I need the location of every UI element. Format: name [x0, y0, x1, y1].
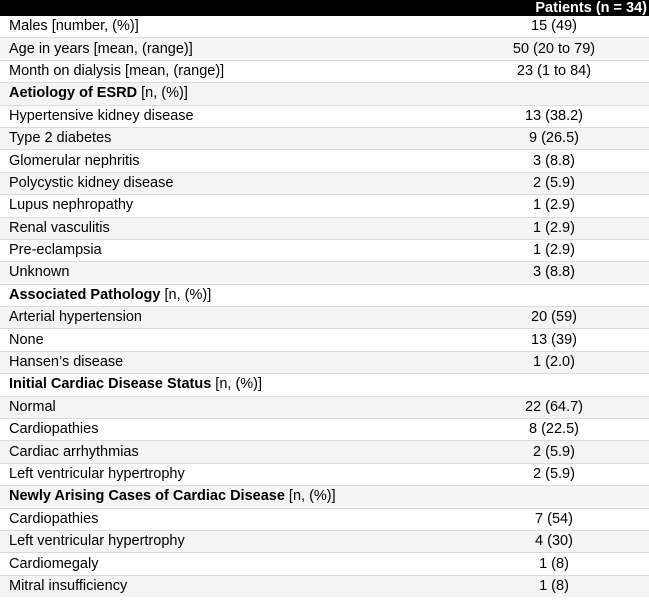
row-label: Renal vasculitis [9, 219, 110, 236]
section-unit-label: [n, (%)] [284, 488, 336, 505]
row-label-cell [0, 553, 459, 575]
row-label: Males [number, (%)] [9, 18, 139, 35]
table-row [0, 127, 649, 149]
section-heading: Aetiology of ESRD [9, 85, 138, 102]
row-label: Left ventricular hypertrophy [9, 466, 185, 482]
row-label: Mitral insufficiency [9, 577, 128, 594]
row-value-cell: 3 (8.8) [459, 262, 649, 284]
row-label-cell [0, 262, 459, 284]
row-label: Unknown [9, 264, 70, 281]
table-row [0, 530, 649, 552]
table-row [0, 463, 649, 485]
section-label-cell [0, 83, 459, 105]
table-section-header-row [0, 374, 649, 396]
row-label-cell [0, 60, 459, 82]
row-value-cell: 9 (26.5) [459, 127, 649, 149]
row-label-cell [0, 150, 459, 172]
table-row [0, 307, 649, 329]
table-row [0, 441, 649, 463]
row-value-cell: 1 (8) [459, 553, 649, 575]
row-label: Cardiopathies [9, 421, 99, 438]
row-label-cell [0, 419, 459, 441]
row-value-cell: 2 (5.9) [459, 172, 649, 194]
row-label-cell [0, 329, 459, 351]
section-label-cell [0, 486, 459, 508]
table-row [0, 508, 649, 530]
row-label: Glomerular nephritis [9, 152, 140, 169]
row-value-cell: 20 (59) [459, 307, 649, 329]
row-value-cell: 15 (49) [459, 16, 649, 38]
table-row [0, 239, 649, 261]
row-label: Cardiopathies [9, 510, 99, 527]
table-row [0, 217, 649, 239]
row-label-cell [0, 217, 459, 239]
row-label-cell [0, 396, 459, 418]
row-value-cell: 22 (64.7) [459, 396, 649, 418]
row-label: Left ventricular hypertrophy [9, 533, 185, 550]
section-label-cell [0, 284, 459, 306]
row-value-cell: 7 (54) [459, 508, 649, 530]
row-value-cell: 2 (5.9) [459, 463, 649, 485]
row-label-cell [0, 127, 459, 149]
row-label: Age in years [mean, (range)] [9, 40, 193, 57]
row-value-cell: 3 (8.8) [459, 150, 649, 172]
row-label: Type 2 diabetes [9, 130, 112, 147]
section-heading: Newly Arising Cases of Cardiac Disease [9, 488, 285, 505]
table-body [0, 16, 649, 597]
table-section-header-row [0, 83, 649, 105]
table-section-header-row [0, 486, 649, 508]
row-value-cell: 4 (30) [459, 530, 649, 552]
section-unit-label: [n, (%)] [211, 376, 263, 393]
table-row [0, 575, 649, 597]
section-unit-label: [n, (%)] [160, 286, 212, 303]
table-row [0, 553, 649, 575]
row-label: Pre-eclampsia [9, 242, 102, 259]
row-value-cell: 1 (2.9) [459, 239, 649, 261]
header-patients-count: Patients (n = 34) [459, 0, 649, 16]
row-label-cell [0, 575, 459, 597]
row-label-cell [0, 172, 459, 194]
table-row [0, 16, 649, 38]
row-label: Arterial hypertension [9, 309, 142, 326]
row-value-cell: 50 (20 to 79) [459, 38, 649, 60]
row-value-cell [459, 284, 649, 306]
row-value-cell: 1 (2.0) [459, 351, 649, 373]
row-value-cell: 1 (8) [459, 575, 649, 597]
section-heading: Associated Pathology [9, 286, 161, 303]
row-label-cell [0, 105, 459, 127]
row-label: Lupus nephropathy [9, 197, 134, 214]
row-label: Month on dialysis [mean, (range)] [9, 62, 225, 79]
table-row [0, 60, 649, 82]
row-label: None [9, 331, 44, 348]
row-label: Normal [9, 398, 56, 415]
header-blank-cell [0, 0, 459, 16]
section-unit-label: [n, (%)] [137, 85, 188, 102]
table-row [0, 105, 649, 127]
row-value-cell [459, 83, 649, 105]
row-label: Hypertensive kidney disease [9, 107, 194, 124]
table-row [0, 419, 649, 441]
row-label-cell [0, 38, 459, 60]
row-value-cell: 1 (2.9) [459, 195, 649, 217]
table-row [0, 329, 649, 351]
row-label-cell [0, 530, 459, 552]
row-value-cell: 8 (22.5) [459, 419, 649, 441]
row-label-cell [0, 307, 459, 329]
table-row [0, 38, 649, 60]
row-label-cell [0, 16, 459, 38]
row-label-cell [0, 351, 459, 373]
row-value-cell [459, 486, 649, 508]
row-value-cell: 23 (1 to 84) [459, 60, 649, 82]
row-value-cell: 1 (2.9) [459, 217, 649, 239]
table-row [0, 262, 649, 284]
row-value-cell: 13 (38.2) [459, 105, 649, 127]
table-section-header-row [0, 284, 649, 306]
row-label: Polycystic kidney disease [9, 174, 174, 191]
row-label-cell [0, 508, 459, 530]
table-row [0, 195, 649, 217]
section-heading: Initial Cardiac Disease Status [9, 376, 212, 393]
row-value-cell [459, 374, 649, 396]
row-label-cell [0, 441, 459, 463]
row-label-cell [0, 463, 459, 485]
row-value-cell: 2 (5.9) [459, 441, 649, 463]
row-label: Cardiac arrhythmias [9, 443, 139, 460]
table-row [0, 172, 649, 194]
row-label: Hansen’s disease [9, 354, 124, 371]
section-label-cell [0, 374, 459, 396]
table-row [0, 396, 649, 418]
table-header-row [0, 0, 649, 16]
table-row [0, 150, 649, 172]
row-value-cell: 13 (39) [459, 329, 649, 351]
row-label-cell [0, 195, 459, 217]
row-label-cell [0, 239, 459, 261]
row-label: Cardiomegaly [9, 555, 99, 572]
table-row [0, 351, 649, 373]
